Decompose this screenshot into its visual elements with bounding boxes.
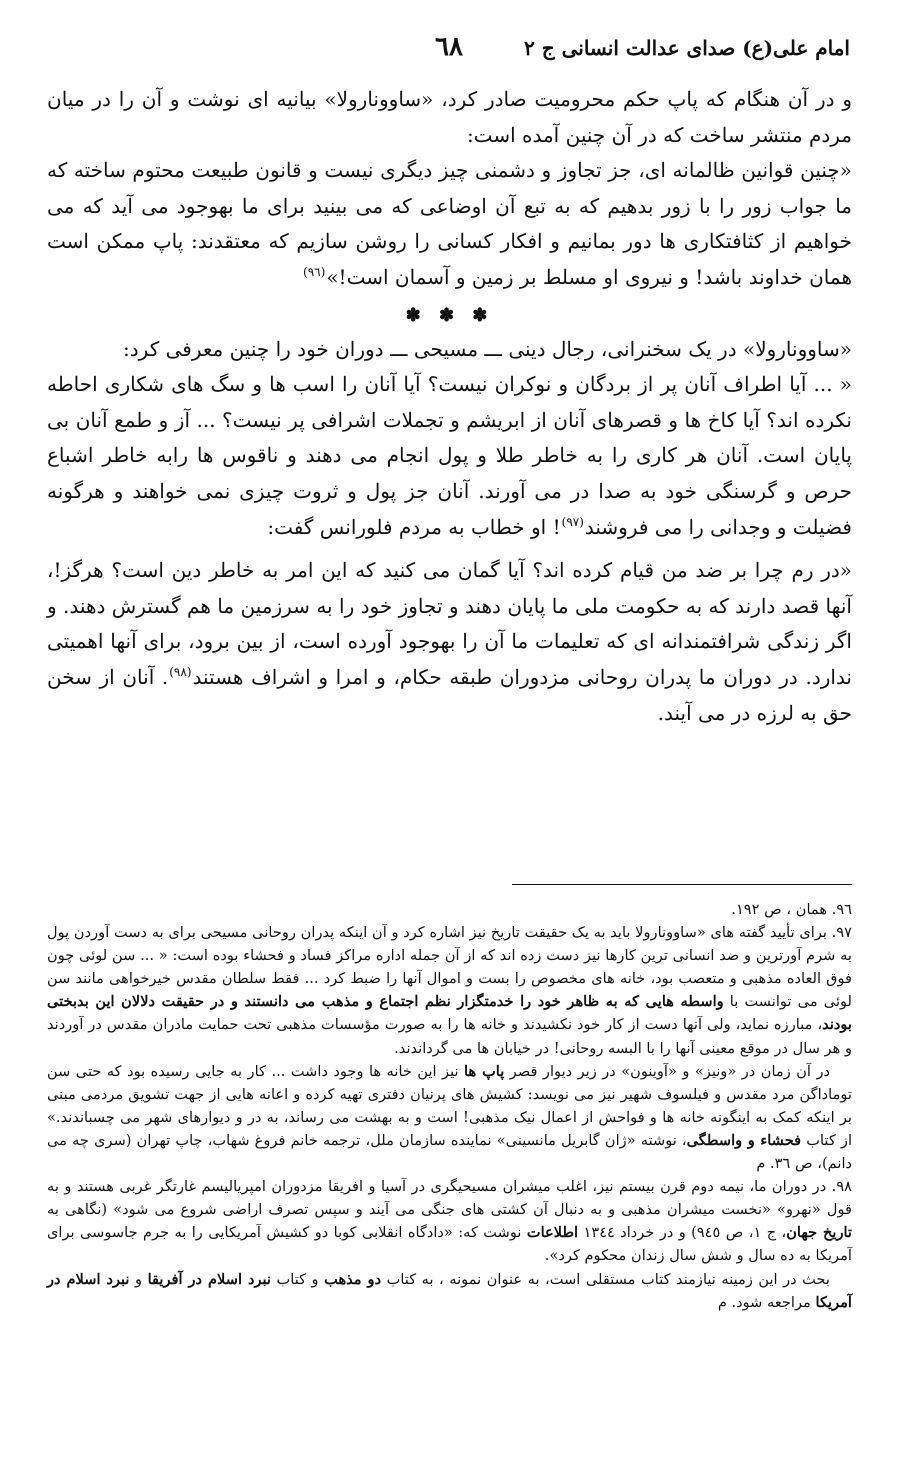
footnote-97-cont-text-2: نیز این خانه ها وجود داشت ... کار به جایی رسیده بود که حتی سن توماداگن مرد مقدس و فیلسوف شهیر نیز می نویسد: کشیش های پرنیان دفتری تهیه کرده و اعانه هایی از جهت تشویق مردمی مبنی بر اینکه کمک به اینگونه خانه ها و فواحش از اعمال نیک مذهبی! است و به بهشت می رساند، به در و دیوارهای شهر می چسباندند.» از کتاب (47, 1062, 852, 1149)
speech-quote-text: « ... آیا اطراف آنان پر از بردگان و نوکران نیست؟ آیا آنان را اسب ها و سگ های شکاری احاطه نکرده اند؟ آیا کاخ ها و قصرهای آنان از ابریشم و تجملات اشرافی پر نیست؟ ... آز و طمع آنان بی پایان است. آنان هر کاری را به خاطر طلا و پول انجام می دهند و ناقوس ها رابه خاطر اشباع حرص و گرسنگی خود به صدا در می آورند. آنان جز پول و ثروت چیزی نمی خواهند و هرگونه فضیلت و وجدانی را می فروشند (47, 372, 852, 539)
paragraph-speech-quote (47, 367, 852, 545)
footnote-98-cont-book-3: نبرد اسلام در آمریکا (47, 1270, 852, 1311)
quote-1-text: «چنین قوانین ظالمانه ای، جز تجاوز و دشمنی چیز دیگری نیست و قانون طبیعت محتوم ساخته که ما جواب زور را با زور بدهیم که به تبع آن اوضاعی که می بینید برای ما بهوجود می آید که می خواهیم از کثافتکاری ها دور بمانیم و افکار کسانی را روشن سازیم که معتقدند: پاپ ممکن است همان خداوند باشد! و نیروی او مسلط بر زمین و آسمان است!» (47, 158, 852, 289)
footnote-97-text-end: ، مبارزه نماید، ولی آنها دست از کار خود نکشیدند و خانه ها را به صورت مؤسسات مذهبی تحت حمایت مادران مقدس در آوردند و هر سال در موقع معینی آنها را با البسه روحانی! در خیابان ها می گرداندند. (47, 1016, 852, 1057)
footnote-97 (47, 921, 852, 1060)
footnotes (47, 898, 852, 1314)
footnote-divider (512, 884, 852, 885)
footnote-97-book-title: فحشاء و واسطگی (686, 1131, 802, 1149)
main-text (47, 82, 852, 731)
footnote-98-continued (47, 1268, 852, 1314)
footnote-96: ٩٦. همان ، ص ١٩٢. (731, 901, 852, 918)
page-number: ٦٨ (435, 32, 463, 62)
footnote-97-continued (47, 1060, 852, 1175)
paragraph-quote-1 (47, 153, 852, 295)
running-title: امام علی(ع) صدای عدالت انسانی ج ۲ (524, 36, 850, 60)
footnote-98-cont-text-3: و (129, 1270, 148, 1288)
footnote-98-cont-book-2: نبرد اسلام در آفریقا (147, 1270, 271, 1288)
footnote-97-cont-bold: پاپ ها (464, 1062, 505, 1080)
rome-quote-tail: . آنان از سخن حق به لرزه در می آیند. (47, 664, 852, 725)
footnote-98 (47, 1175, 852, 1267)
footnote-ref-98: (٩٨) (169, 665, 192, 680)
footnote-98-cont-text-4: مراجعه شود. م (717, 1293, 816, 1311)
footnote-ref-96: (٩٦) (303, 265, 326, 280)
section-separator: ✽ ✽ ✽ (405, 304, 494, 326)
footnote-98-cont-text: بحث در این زمینه نیازمند کتاب مستقلی است، به عنوان نمونه ، به کتاب (381, 1270, 830, 1288)
page-header (40, 28, 850, 68)
paragraph-rome-quote (47, 553, 852, 731)
footnote-98-text-2: ، ج ١، ص ٩٤٥) و در خرداد ١٣٤٤ (578, 1224, 787, 1242)
rome-quote-text: «در رم چرا بر ضد من قیام کرده اند؟ آیا گمان می کنید که این امر به خاطر دین است؟ هرگز!، آنها قصد دارند که به حکومت ملی ما پایان دهند و تجاوز خود را به سرزمین ما هم گسترش دهند. و اگر زندگی شرافتمندانه ای که تعلیمات ما آن را بهوجود آورده است، از بین برود، برای آنها اهمیتی ندارد. در دوران ما پدران روحانی مزدوران طبقه حکام، و امرا و اشراف هستند (47, 558, 853, 689)
speech-quote-tail: ! او خطاب به مردم فلورانس گفت: (267, 514, 561, 539)
footnote-98-newspaper: اطلاعات (526, 1224, 579, 1242)
footnote-97-cont-text-3: ، نوشته «ژان گابریل مانسینی» نماینده سازمان ملل، ترجمه خانم فروغ شهاب، چاپ تهران (سری چه می دانم)، ص ٣٦. م (47, 1131, 852, 1173)
footnote-97-bold: واسطه هایی که به ظاهر خود را خدمتگزار نظم اجتماع و مذهب می دانستند و در حقیقت دلالان این بدبختی بودند (47, 993, 852, 1034)
footnote-97-text: ٩٧. برای تأیید گفته های «ساوونارولا باید به یک حقیقت تاریخ نیز اشاره کرد و آن اینکه پدران روحانی مسیحی برای به دست آوردن پول به شرم آورترین و ضد انسانی ترین کارها نیز دست زده اند که از آن جمله اداره مراکز فساد و فحشاء بوده است: « ... سن لوئی چون فوق العاده مذهبی و متعصب بود، خانه های مخصوص را بست و اموال آنها را ضبط کرد ... فقط سلطان مقدس خیرخواهی مانند سن لوئی می توانست با (47, 924, 852, 1011)
footnote-98-book-title: تاریخ جهان (786, 1224, 852, 1242)
footnote-98-text: ٩٨. در دوران ما، نیمه دوم قرن بیستم نیز، اغلب میشران مسیحیگری در آسیا و افریقا مزدوران امپریالیسم غارتگر غربی هستند و به قول «نهرو» «نخست میشران مذهبی و به دنبال آن کشتی های جنگی می آیند و سپس تصرف اراضی شروع می شود» (نگاهی به (47, 1178, 852, 1219)
paragraph-speech-intro: «ساوونارولا» در یک سخنرانی، رجال دینی ـــ مسیحی ـــ دوران خود را چنین معرفی کرد: (123, 336, 852, 361)
footnote-97-cont-text: در آن زمان در «ونیز» و «آوینون» در زیر دیوار قصر (504, 1062, 830, 1080)
footnote-ref-97: (٩٧) (561, 514, 584, 529)
footnote-98-cont-book-1: دو مذهب (324, 1270, 382, 1288)
footnote-98-text-3: نوشت که: «دادگاه انقلابی کوبا دو کشیش آمریکایی را به جرم جاسوسی برای آمریکا به ده سال و شش سال زندان محکوم کرد». (47, 1224, 852, 1265)
paragraph-intro: و در آن هنگام که پاپ حکم محرومیت صادر کرد، «ساوونارولا» بیانیه ای نوشت و آن را در میان مردم منتشر ساخت که در آن چنین آمده است: (47, 87, 852, 147)
footnote-98-cont-text-2: و کتاب (271, 1270, 325, 1288)
